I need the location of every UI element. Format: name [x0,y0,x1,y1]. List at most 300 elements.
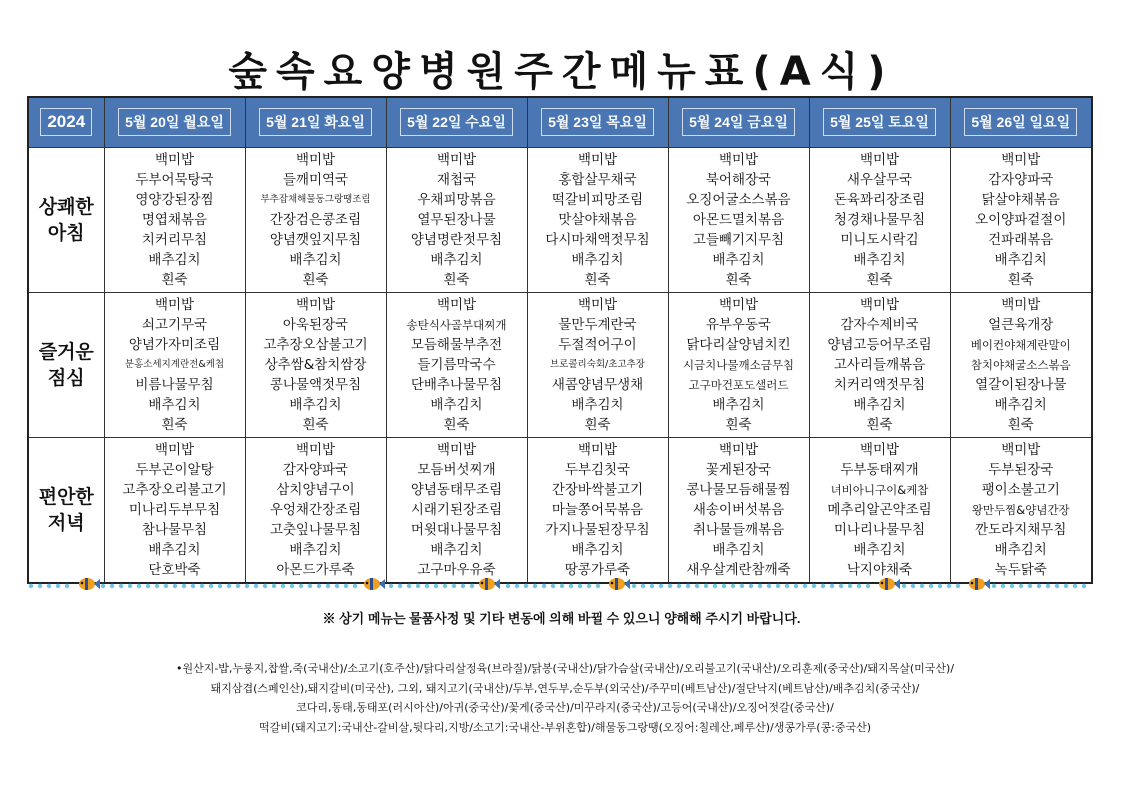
menu-item: 고추장오리불고기 [122,481,227,498]
menu-item: 콩나물액젓무침 [269,376,362,393]
meal-label [28,147,104,292]
menu-item: 백미밥 [859,151,900,168]
meal-label-line: 편안한 [38,485,94,508]
menu-cell [950,437,1092,583]
menu-item: 고춧잎나물무침 [269,521,362,538]
meal-label [28,437,104,583]
menu-item: 우엉채간장조림 [269,501,362,518]
garland-dot [425,584,429,588]
garland-dot [209,584,213,588]
menu-cell [809,437,950,583]
garland-dot [164,584,168,588]
menu-cell [668,292,809,437]
garland-dot [272,584,276,588]
menu-item: 들기름막국수 [417,356,496,373]
menu-item: 참치야채굴소스볶음 [970,357,1071,372]
menu-item: 부추잡채해물동그랑땡조림 [260,193,371,205]
garland-dot [1046,584,1050,588]
menu-item: 백미밥 [436,296,477,313]
menu-cell [527,437,668,583]
garland-dot [722,584,726,588]
menu-item: 간장검은콩조림 [269,211,362,228]
garland-dot [110,584,114,588]
menu-cell [527,147,668,292]
menu-item: 물만두계란국 [558,316,637,333]
menu-item: 아몬드멸치볶음 [692,211,785,228]
menu-item: 배추김치 [148,251,201,268]
menu-item: 백미밥 [859,296,900,313]
meal-row [28,292,1092,437]
garland-dot [677,584,681,588]
garland-dot [1028,584,1032,588]
menu-item: 백미밥 [1001,151,1041,168]
menu-item: 새송이버섯볶음 [692,501,785,518]
meal-row [28,147,1092,292]
garland-dot [1055,584,1059,588]
day-label: 5월 22일 수요일 [400,108,513,136]
menu-item: 두부곤이알탕 [135,461,214,478]
garland-dot [443,584,447,588]
menu-item: 삼치양념구이 [276,481,355,498]
menu-item: 다시마채액젓무침 [545,231,650,248]
garland-dot [713,584,717,588]
menu-item: 배추김치 [712,396,765,413]
day-label: 5월 24일 금요일 [682,108,795,136]
menu-item: 양념명란젓무침 [410,231,503,248]
menu-item: 배추김치 [430,541,483,558]
meal-label [28,292,104,437]
header-row [28,97,1092,147]
menu-item: 단호박죽 [148,561,201,578]
menu-item: 감자양파국 [988,171,1054,188]
menu-item: 두부동태찌개 [840,461,919,478]
meal-label-line: 저녁 [47,511,85,534]
garland-dot [956,584,960,588]
menu-item: 미나리두부무침 [128,501,221,518]
menu-item: 흰죽 [725,271,752,288]
garland-dot [902,584,906,588]
menu-item: 두부김칫국 [564,461,631,478]
meal-label-line: 점심 [47,366,85,389]
menu-item: 상추쌈&참치쌈장 [264,356,367,373]
garland-dot [668,584,672,588]
garland-dot [200,584,204,588]
garland-dot [65,584,69,588]
menu-item: 백미밥 [295,296,336,313]
menu-item: 떡갈비피망조림 [551,191,644,208]
menu-item: 백미밥 [577,441,618,458]
day-header [668,97,809,147]
garland-dot [803,584,807,588]
menu-item: 두절적어구이 [558,336,637,353]
menu-item: 배추김치 [289,396,342,413]
menu-item: 재첩국 [436,171,477,188]
day-label: 5월 25일 토요일 [823,108,936,136]
menu-item: 명엽채볶음 [141,211,208,228]
menu-item: 시금치나물깨소금무침 [682,357,795,372]
menu-item: 청경채나물무침 [833,211,926,228]
menu-item: 영양강된장찜 [135,191,214,208]
menu-item: 메추리알곤약조림 [827,501,932,518]
menu-item: 닭다리살양념치킨 [686,336,791,353]
garland-dot [281,584,285,588]
menu-cell [245,292,386,437]
garland-dot [506,584,510,588]
menu-item: 백미밥 [295,441,336,458]
garland-dot [794,584,798,588]
menu-item: 두부어묵탕국 [135,171,214,188]
garland-dot [542,584,546,588]
menu-item: 새콤양념무생채 [551,376,644,393]
menu-item: 비름나물무침 [135,376,214,393]
menu-item: 간장바싹불고기 [551,481,644,498]
garland-dot [938,584,942,588]
garland-dot [992,584,996,588]
menu-item: 가지나물된장무침 [545,521,650,538]
menu-item: 새우살무국 [846,171,913,188]
origin-line: 돼지삼겹(스페인산),돼지갈비(미국산), 그외, 돼지고기(국내산)/두부,연두부,순두부(외국산)/주꾸미(베트남산)/절단낙지(베트남산)/배추김치(중국산)/ [210,681,920,695]
menu-cell [104,292,245,437]
garland-dot [56,584,60,588]
menu-item: 배추김치 [430,396,483,413]
garland-dot [515,584,519,588]
day-header [104,97,245,147]
garland-dot [641,584,645,588]
garland-dot [776,584,780,588]
menu-item: 열갈이된장나물 [975,376,1067,393]
garland-dot [1073,584,1077,588]
menu-item: 고구마건포도샐러드 [688,377,789,392]
menu-item: 감자양파국 [282,461,349,478]
menu-item: 미니도시락김 [840,231,919,248]
garland-dot [533,584,537,588]
garland-dot [245,584,249,588]
menu-item: 배추김치 [430,251,483,268]
garland-dot [758,584,762,588]
dot-garland [27,573,1091,595]
menu-item: 고들빼기지무침 [692,231,785,248]
menu-item: 흰죽 [302,416,329,433]
garland-dot [263,584,267,588]
menu-item: 백미밥 [859,441,900,458]
garland-dot [317,584,321,588]
menu-item: 땅콩가루죽 [564,561,631,578]
garland-dot [191,584,195,588]
menu-item: 백미밥 [154,151,195,168]
garland-dot [182,584,186,588]
menu-item: 배추김치 [289,251,342,268]
menu-item: 양념깻잎지무침 [269,231,362,248]
menu-item: 백미밥 [1001,441,1041,458]
menu-item: 녀비아니구이&케찹 [830,482,929,497]
garland-dot [560,584,564,588]
menu-item: 새우살계란참깨죽 [686,561,791,578]
garland-dot [128,584,132,588]
garland-dot [524,584,528,588]
menu-item: 오이양파겉절이 [975,211,1067,228]
garland-dot [749,584,753,588]
menu-item: 시래기된장조림 [410,501,503,518]
menu-item: 아욱된장국 [282,316,349,333]
garland-dot [695,584,699,588]
day-label: 5월 26일 일요일 [964,108,1077,136]
garland-dot [821,584,825,588]
menu-item: 우채피망볶음 [417,191,496,208]
meal-label-line: 상쾌한 [38,195,94,218]
garland-dot [38,584,42,588]
menu-item: 아몬드가루죽 [276,561,355,578]
menu-item: 꽃게된장국 [705,461,772,478]
garland-dot [731,584,735,588]
garland-dot [101,584,105,588]
menu-item: 송탄식사골부대찌개 [406,317,507,332]
menu-item: 백미밥 [718,296,759,313]
menu-item: 닭살야채볶음 [981,191,1060,208]
menu-item: 흰죽 [443,271,470,288]
garland-dot [947,584,951,588]
menu-cell [245,147,386,292]
garland-dot [47,584,51,588]
menu-item: 배추김치 [853,396,906,413]
menu-item: 깐도라지채무침 [975,521,1067,538]
fish-icon [479,578,500,590]
notice-text: ※ 상기 메뉴는 물품사정 및 기타 변동에 의해 바뀔 수 있으니 양해해 주시기 바랍니다. [322,611,801,626]
menu-item: 흰죽 [584,271,611,288]
menu-item: 배추김치 [289,541,342,558]
garland-dot [137,584,141,588]
garland-dot [569,584,573,588]
menu-item: 콩나물모듬해물찜 [686,481,791,498]
menu-cell [950,147,1092,292]
meal-label-line: 즐거운 [38,340,94,363]
menu-item: 치커리액젓무침 [833,376,926,393]
year-label: 2024 [40,108,92,136]
menu-item: 흰죽 [302,271,329,288]
day-header [950,97,1092,147]
menu-item: 흰죽 [161,271,188,288]
garland-dot [308,584,312,588]
menu-cell [386,147,527,292]
menu-cell [527,292,668,437]
garland-dot [434,584,438,588]
garland-dot [326,584,330,588]
garland-dot [587,584,591,588]
menu-item: 고사리들깨볶음 [833,356,926,373]
menu-item: 배추김치 [712,541,765,558]
menu-item: 머윗대나물무침 [410,521,503,538]
menu-item: 백미밥 [1001,296,1041,313]
fish-icon [79,578,100,590]
menu-item: 팽이소불고기 [981,481,1060,498]
menu-item: 왕만두찜&양념간장 [971,502,1070,517]
menu-item: 낙지야채죽 [846,561,913,578]
garland-dot [551,584,555,588]
garland-dot [344,584,348,588]
garland-dot [416,584,420,588]
garland-dot [290,584,294,588]
menu-item: 흰죽 [866,271,893,288]
garland-dot [389,584,393,588]
garland-dot [119,584,123,588]
menu-item: 흰죽 [1007,416,1034,433]
menu-item: 치커리무침 [141,231,208,248]
menu-item: 얼큰육개장 [988,316,1054,333]
garland-dot [812,584,816,588]
menu-item: 모듬해물부추전 [410,336,503,353]
menu-item: 오징어굴소스볶음 [686,191,791,208]
day-label: 5월 20일 월요일 [118,108,231,136]
menu-item: 양념동태무조림 [410,481,503,498]
menu-item: 건파래볶음 [988,231,1054,248]
menu-item: 배추김치 [994,541,1047,558]
menu-item: 백미밥 [295,151,336,168]
menu-item: 쇠고기무국 [141,316,208,333]
garland-dot [407,584,411,588]
menu-item: 배추김치 [712,251,765,268]
fish-icon [969,578,990,590]
menu-item: 유부우동국 [705,316,772,333]
garland-dot [686,584,690,588]
garland-dot [866,584,870,588]
menu-item: 베이컨야채계란말이 [970,337,1071,352]
menu-item: 백미밥 [718,151,759,168]
menu-item: 들깨미역국 [282,171,349,188]
day-label: 5월 23일 목요일 [541,108,654,136]
menu-item: 흰죽 [161,416,188,433]
menu-item: 고추장오삼불고기 [263,336,368,353]
menu-item: 고구마우유죽 [417,561,496,578]
menu-item: 백미밥 [577,151,618,168]
fish-icon [609,578,630,590]
menu-item: 흰죽 [866,416,893,433]
garland-dot [236,584,240,588]
day-header [527,97,668,147]
menu-item: 취나물들깨볶음 [692,521,785,538]
garland-dot [398,584,402,588]
origin-info [40,659,1090,737]
day-header [386,97,527,147]
garland-dot [254,584,258,588]
garland-dot [929,584,933,588]
garland-dot [335,584,339,588]
garland-dot [659,584,663,588]
menu-item: 양념고등어무조림 [827,336,932,353]
garland-dot [452,584,456,588]
garland-dot [1019,584,1023,588]
garland-dot [830,584,834,588]
garland-dot [1010,584,1014,588]
day-label: 5월 21일 화요일 [259,108,372,136]
menu-item: 흰죽 [1007,271,1034,288]
menu-item: 마늘쫑어묵볶음 [551,501,644,518]
day-header [245,97,386,147]
menu-item: 미나리나물무침 [833,521,926,538]
garland-dot [785,584,789,588]
fish-icon [879,578,900,590]
garland-dot [920,584,924,588]
menu-item: 배추김치 [148,396,201,413]
garland-dot [596,584,600,588]
garland-dot [839,584,843,588]
meal-row [28,437,1092,583]
menu-cell [668,147,809,292]
menu-item: 감자수제비국 [840,316,919,333]
menu-cell [668,437,809,583]
menu-item: 배추김치 [571,251,624,268]
menu-item: 배추김치 [853,251,906,268]
garland-dot [578,584,582,588]
menu-item: 돈육꽈리장조림 [833,191,926,208]
menu-item: 백미밥 [154,296,195,313]
garland-dot [848,584,852,588]
garland-dot [704,584,708,588]
garland-dot [461,584,465,588]
menu-item: 브로콜리숙회/초고추장 [550,358,645,370]
menu-item: 배추김치 [994,396,1047,413]
garland-dot [1082,584,1086,588]
menu-cell [386,437,527,583]
menu-cell [809,147,950,292]
page-title: 숲속요양병원주간메뉴표(A식) [228,49,895,95]
garland-dot [650,584,654,588]
menu-item: 맛살야채볶음 [558,211,637,228]
garland-dot [155,584,159,588]
menu-cell [386,292,527,437]
menu-item: 백미밥 [436,441,477,458]
menu-item: 북어해장국 [705,171,772,188]
menu-item: 흰죽 [584,416,611,433]
origin-line: •원산지-밥,누룽지,찹쌀,죽(국내산)/소고기(호주산)/닭다리살정육(브라질)/닭봉(국내산)/닭가슴살(국내산)/오리불고기(국내산)/오리훈제(중국산)/돼지목살(미국산)/ [175,662,955,675]
menu-item: 백미밥 [436,151,477,168]
menu-item: 양념가자미조림 [128,336,221,353]
year-header [28,97,104,147]
menu-cell [950,292,1092,437]
garland-dot [632,584,636,588]
garland-dot [29,584,33,588]
garland-dot [218,584,222,588]
menu-item: 배추김치 [148,541,201,558]
fish-icon [364,578,385,590]
meal-label-line: 아침 [47,221,85,244]
garland-dot [146,584,150,588]
origin-line: 떡갈비(돼지고기:국내산-갈비살,뒷다리,지방/소고기:국내산-부위혼합)/해물동그랑땡(오징어:칠레산,페루산)/생콩가루(콩:중국산) [258,720,872,734]
menu-item: 모듬버섯찌개 [417,461,496,478]
garland-dot [740,584,744,588]
garland-dot [227,584,231,588]
garland-dot [911,584,915,588]
menu-item: 백미밥 [577,296,618,313]
garland-dot [1037,584,1041,588]
menu-cell [245,437,386,583]
menu-cell [809,292,950,437]
menu-item: 백미밥 [718,441,759,458]
garland-dot [470,584,474,588]
menu-cell [104,437,245,583]
garland-dot [1064,584,1068,588]
menu-item: 백미밥 [154,441,195,458]
menu-item: 배추김치 [994,251,1047,268]
weekly-menu-table [27,96,1093,584]
garland-dot [173,584,177,588]
menu-item: 배추김치 [571,541,624,558]
menu-item: 배추김치 [571,396,624,413]
garland-dot [1001,584,1005,588]
menu-item: 분홍소세지계란전&케첩 [124,358,225,370]
garland-dot [299,584,303,588]
origin-line: 코다리,동태,동태포(러시아산)/아귀(중국산)/꽃게(중국산)/미꾸라지(중국산)/고등어(국내산)/오징어젓갈(중국산)/ [296,701,834,714]
garland-dot [767,584,771,588]
menu-item: 흰죽 [725,416,752,433]
